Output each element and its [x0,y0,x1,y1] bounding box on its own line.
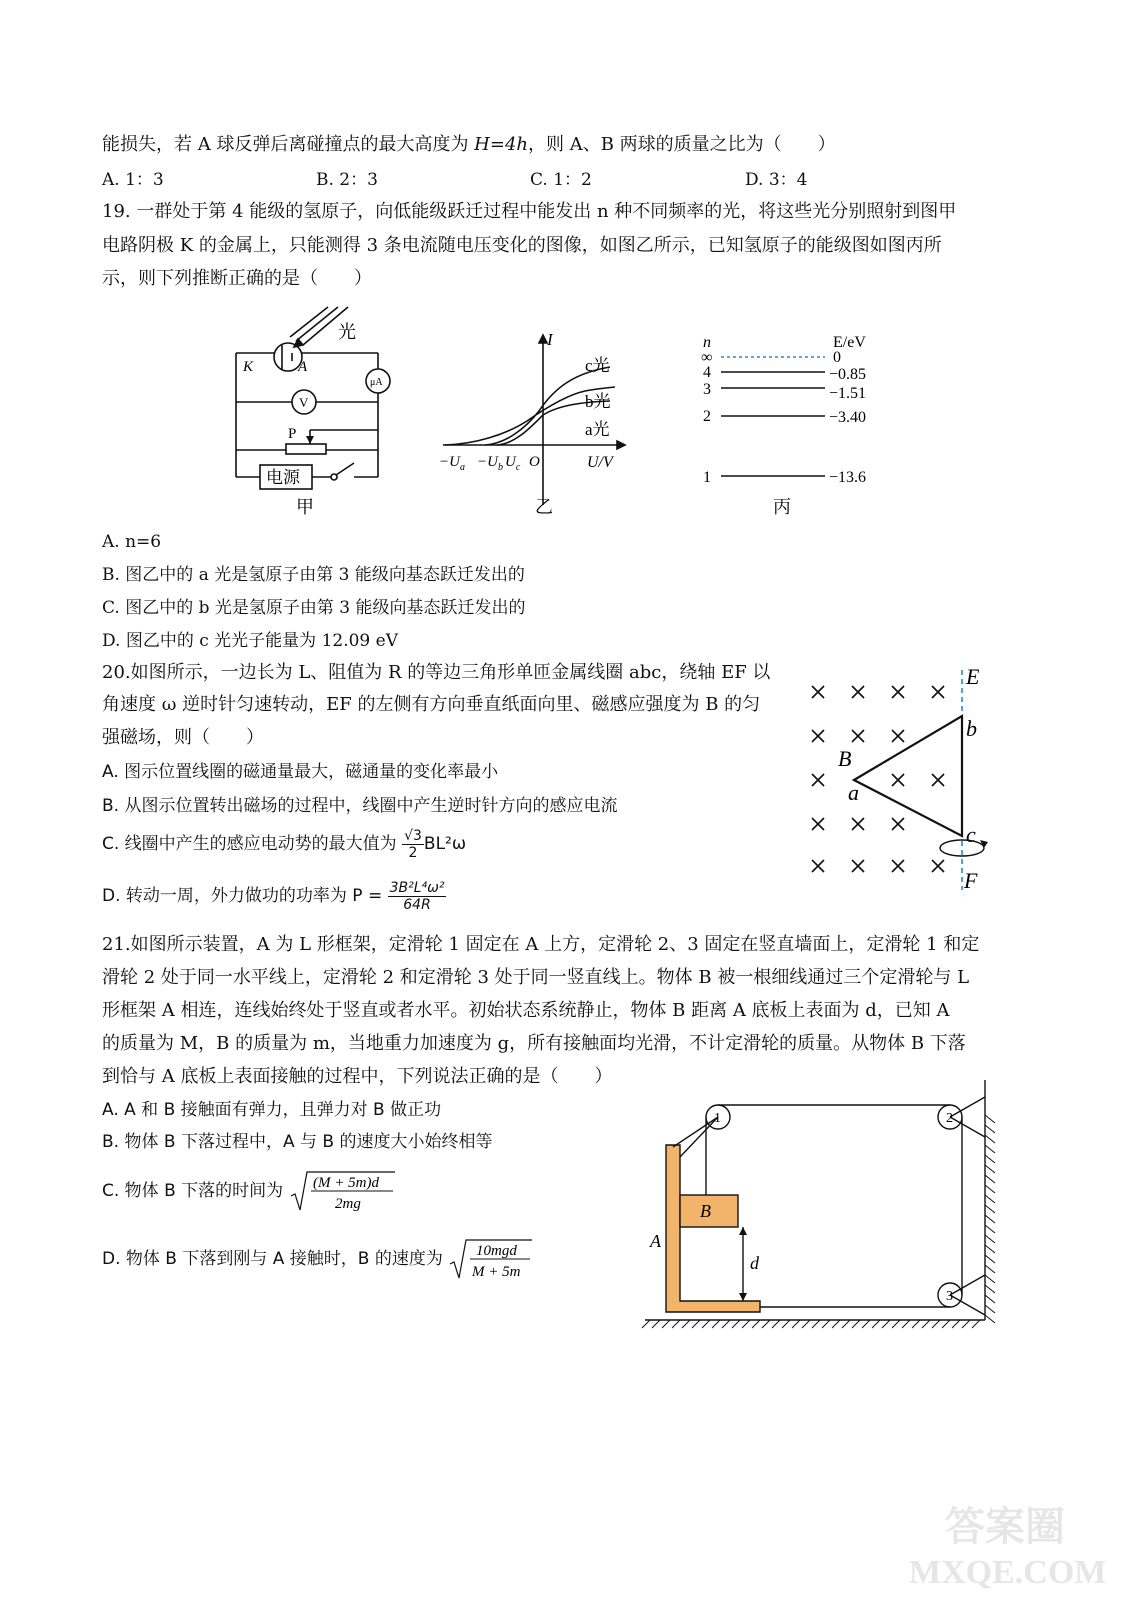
q21-stem-line3: 形框架 A 相连，连线始终处于竖直或者水平。初始状态系统静止，物体 B 距离 A 底板上表面为 d，已知 A [102,1000,950,1021]
q21-figure [640,1075,1000,1330]
level-3-e: −1.51 [829,385,867,402]
floor-hatch [822,1320,830,1328]
svg-text:MXQE.COM: MXQE.COM [909,1554,1107,1590]
level-1-n: 1 [703,469,711,486]
floor-hatch [682,1320,690,1328]
q19-stem-line3: 示，则下列推断正确的是（ ） [102,268,372,289]
triangle-coil [854,716,962,836]
q21-stem-line5: 到恰与 A 底板上表面接触的过程中，下列说法正确的是（ ） [102,1066,613,1087]
floor-hatch [862,1320,870,1328]
floor-hatch [692,1320,700,1328]
field-x-mark [892,730,904,742]
field-x-mark [812,730,824,742]
q20-stem-line1: 20.如图所示，一边长为 L、阻值为 R 的等边三角形单匝金属线圈 abc，绕轴 EF 以 [102,662,771,683]
field-x-mark [892,774,904,786]
cathode-label: K [243,359,254,375]
curve-a-label: a光 [585,420,610,439]
wall-hatch [985,1185,995,1193]
field-x-mark [812,774,824,786]
label-F: F [964,868,978,893]
power-source-label: 电源 [266,468,300,487]
q19-stem-line1: 19. 一群处于第 4 能级的氢原子，向低能级跃迁过程中能发出 n 种不同频率的光，将这些光分别照射到图甲 [102,201,957,222]
wall-hatch [985,1155,995,1163]
floor-hatch [952,1320,960,1328]
field-x-mark [932,686,944,698]
field-x-mark [852,686,864,698]
floor-hatch [732,1320,740,1328]
level-4-e: −0.85 [829,366,867,383]
q21-stem-line2: 滑轮 2 处于同一水平线上，定滑轮 2 和定滑轮 3 处于同一竖直线上。物体 B 被一根细线通过三个定滑轮与 L [102,967,970,988]
floor-hatch [852,1320,860,1328]
q20-option-c[interactable]: C. 线圈中产生的感应电动势的最大值为 $\frac{√3}{2}$ BL²ω [102,827,467,861]
floor-hatch [892,1320,900,1328]
q19-option-b[interactable]: B. 图乙中的 a 光是氢原子由第 3 能级向基态跃迁发出的 [102,565,525,585]
level-infinity-n: ∞ [701,349,713,366]
floor-hatch [932,1320,940,1328]
label-E: E [966,664,980,689]
anode-label: A [298,359,308,375]
curve-c-label: c光 [585,356,610,375]
q19-option-a[interactable]: A. n=6 [102,532,162,552]
curve-b-label: b光 [585,392,611,411]
q20-stem-line3: 强磁场，则（ ） [102,727,264,748]
label-d: d [750,1253,759,1273]
wall-hatch [985,1165,995,1173]
q18-option-a[interactable]: A. 1：3 [102,170,164,190]
floor-hatch [642,1320,650,1328]
q19-figure-bing [695,330,895,520]
pulley-3-label: 3 [946,1289,953,1304]
figure-bing-caption: 丙 [773,497,791,517]
energy-label: E/eV [833,334,866,351]
pulley-2-label: 2 [946,1111,953,1126]
field-x-mark [852,730,864,742]
slider-label: P [288,426,297,442]
q20-optc-fraction: $\frac{√3}{2}$ [404,827,422,861]
q21-option-b[interactable]: B. 物体 B 下落过程中，A 与 B 的速度大小始终相等 [102,1132,493,1152]
wall-hatch [985,1175,995,1183]
floor-hatch [842,1320,850,1328]
floor-hatch [902,1320,910,1328]
field-x-mark [892,860,904,872]
q19-figure-jia [228,305,398,520]
wall-hatch [985,1315,995,1323]
floor-hatch [742,1320,750,1328]
q18-option-b[interactable]: B. 2：3 [316,170,378,190]
field-x-mark [892,818,904,830]
pulley-1-label: 1 [714,1111,721,1126]
wall-hatch [985,1295,995,1303]
wall-hatch [985,1125,995,1133]
field-x-mark [892,686,904,698]
n-label: n [703,334,711,351]
label-c: c [966,822,976,847]
svg-text:(M + 5m)d: (M + 5m)d [312,1175,379,1191]
level-2-e: −3.40 [829,409,867,426]
q20-option-a[interactable]: A. 图示位置线圈的磁通量最大，磁通量的变化率最小 [102,762,499,782]
label-B: B [838,746,852,771]
q18-option-d[interactable]: D. 3：4 [745,170,808,190]
floor-hatch [762,1320,770,1328]
q21-option-c[interactable]: C. 物体 B 下落的时间为 (M + 5m)d 2mg [102,1168,397,1214]
q20-optd-fraction: $\frac{\text{3B²L⁴ω²}}{64R}$ [389,879,445,913]
label-A: A [650,1231,661,1251]
q18-stem: 能损失，若 A 球反弹后离碰撞点的最大高度为 H=4h，则 A、B 两球的质量之比为（ ） [102,134,836,155]
floor-hatch [772,1320,780,1328]
field-x-mark [812,818,824,830]
svg-text:M + 5m: M + 5m [472,1264,521,1280]
label-a: a [848,780,859,805]
q19-option-c[interactable]: C. 图乙中的 b 光是氢原子由第 3 能级向基态跃迁发出的 [102,598,526,618]
field-x-mark [932,774,944,786]
field-x-mark [932,860,944,872]
floor-hatch [712,1320,720,1328]
floor-hatch [672,1320,680,1328]
level-4-n: 4 [703,364,711,381]
tick-ub: $-U_b$ [477,454,503,473]
q21-option-a[interactable]: A. A 和 B 接触面有弹力，且弹力对 B 做正功 [102,1100,442,1120]
wall-hatch [985,1265,995,1273]
q21-stem-line4: 的质量为 M，B 的质量为 m，当地重力加速度为 g，所有接触面均光滑，不计定滑轮的质量。从物体 B 下落 [102,1033,966,1054]
floor-hatch [912,1320,920,1328]
q20-option-b[interactable]: B. 从图示位置转出磁场的过程中，线圈中产生逆时针方向的感应电流 [102,796,618,816]
q18-option-c[interactable]: C. 1：2 [530,170,592,190]
wall-hatch [985,1195,995,1203]
wall-hatch [985,1135,995,1143]
wall-hatch [985,1215,995,1223]
label-B: B [700,1201,711,1221]
q19-figure-yi [435,325,635,520]
q20-option-d[interactable]: D. 转动一周，外力做功的功率为 P = $\frac{\text{3B²L⁴ω²}}{64R}$ [102,879,445,913]
origin-label: O [529,454,540,470]
level-infinity-e: 0 [833,349,841,366]
wall-hatch [985,1255,995,1263]
watermark-logo [905,1495,1115,1590]
floor-hatch [922,1320,930,1328]
field-x-mark [852,860,864,872]
field-x-mark [812,860,824,872]
q21-option-d[interactable]: D. 物体 B 下落到刚与 A 接触时，B 的速度为 10mgd M + 5m [102,1236,534,1282]
floor-hatch [722,1320,730,1328]
label-b: b [966,716,977,741]
microammeter-label: μA [370,377,383,388]
level-2-n: 2 [703,408,711,425]
floor-hatch [652,1320,660,1328]
floor-hatch [702,1320,710,1328]
wall-hatch [985,1275,995,1283]
q20-figure [800,660,1000,895]
floor-hatch [662,1320,670,1328]
field-x-mark [812,686,824,698]
current-axis-label: I [547,330,553,349]
tick-uc: $U_c$ [505,454,521,473]
q21-optc-sqrt [289,1168,397,1214]
wall-hatch [985,1145,995,1153]
q19-option-d[interactable]: D. 图乙中的 c 光光子能量为 12.09 eV [102,631,398,651]
floor-hatch [962,1320,970,1328]
floor-hatch [752,1320,760,1328]
floor-hatch [832,1320,840,1328]
wall-hatch [985,1235,995,1243]
floor-hatch [882,1320,890,1328]
floor-hatch [782,1320,790,1328]
floor-hatch [802,1320,810,1328]
wall-hatch [985,1205,995,1213]
svg-text:2mg: 2mg [334,1196,361,1212]
light-label: 光 [338,322,356,342]
wall-hatch [985,1115,995,1123]
floor-hatch [942,1320,950,1328]
wall-hatch [985,1285,995,1293]
svg-text:答案圈: 答案圈 [945,1504,1065,1549]
figure-yi-caption: 乙 [535,497,553,517]
floor-hatch [812,1320,820,1328]
svg-text:10mgd: 10mgd [476,1243,518,1259]
tick-ua: $-U_a$ [439,454,465,473]
figure-jia-caption: 甲 [296,497,314,517]
voltage-axis-label: U/V [587,454,613,471]
wall-hatch [985,1245,995,1253]
wall-hatch [985,1225,995,1233]
voltmeter-label: V [299,395,309,410]
field-x-mark [852,818,864,830]
floor-hatch [972,1320,980,1328]
q20-stem-line2: 角速度 ω 逆时针匀速转动，EF 的左侧有方向垂直纸面向里、磁感应强度为 B 的匀 [102,694,761,715]
frame-A [666,1145,760,1312]
level-1-e: −13.6 [829,469,867,486]
q21-stem-line1: 21.如图所示装置，A 为 L 形框架，定滑轮 1 固定在 A 上方，定滑轮 2、3 固定在竖直墙面上，定滑轮 1 和定 [102,934,980,955]
level-3-n: 3 [703,381,711,398]
floor-hatch [872,1320,880,1328]
q19-stem-line2: 电路阴极 K 的金属上，只能测得 3 条电流随电压变化的图像，如图乙所示，已知氢原子的能级图如图丙所 [102,235,942,256]
wall-hatch [985,1305,995,1313]
q21-optd-sqrt [448,1236,534,1282]
floor-hatch [792,1320,800,1328]
